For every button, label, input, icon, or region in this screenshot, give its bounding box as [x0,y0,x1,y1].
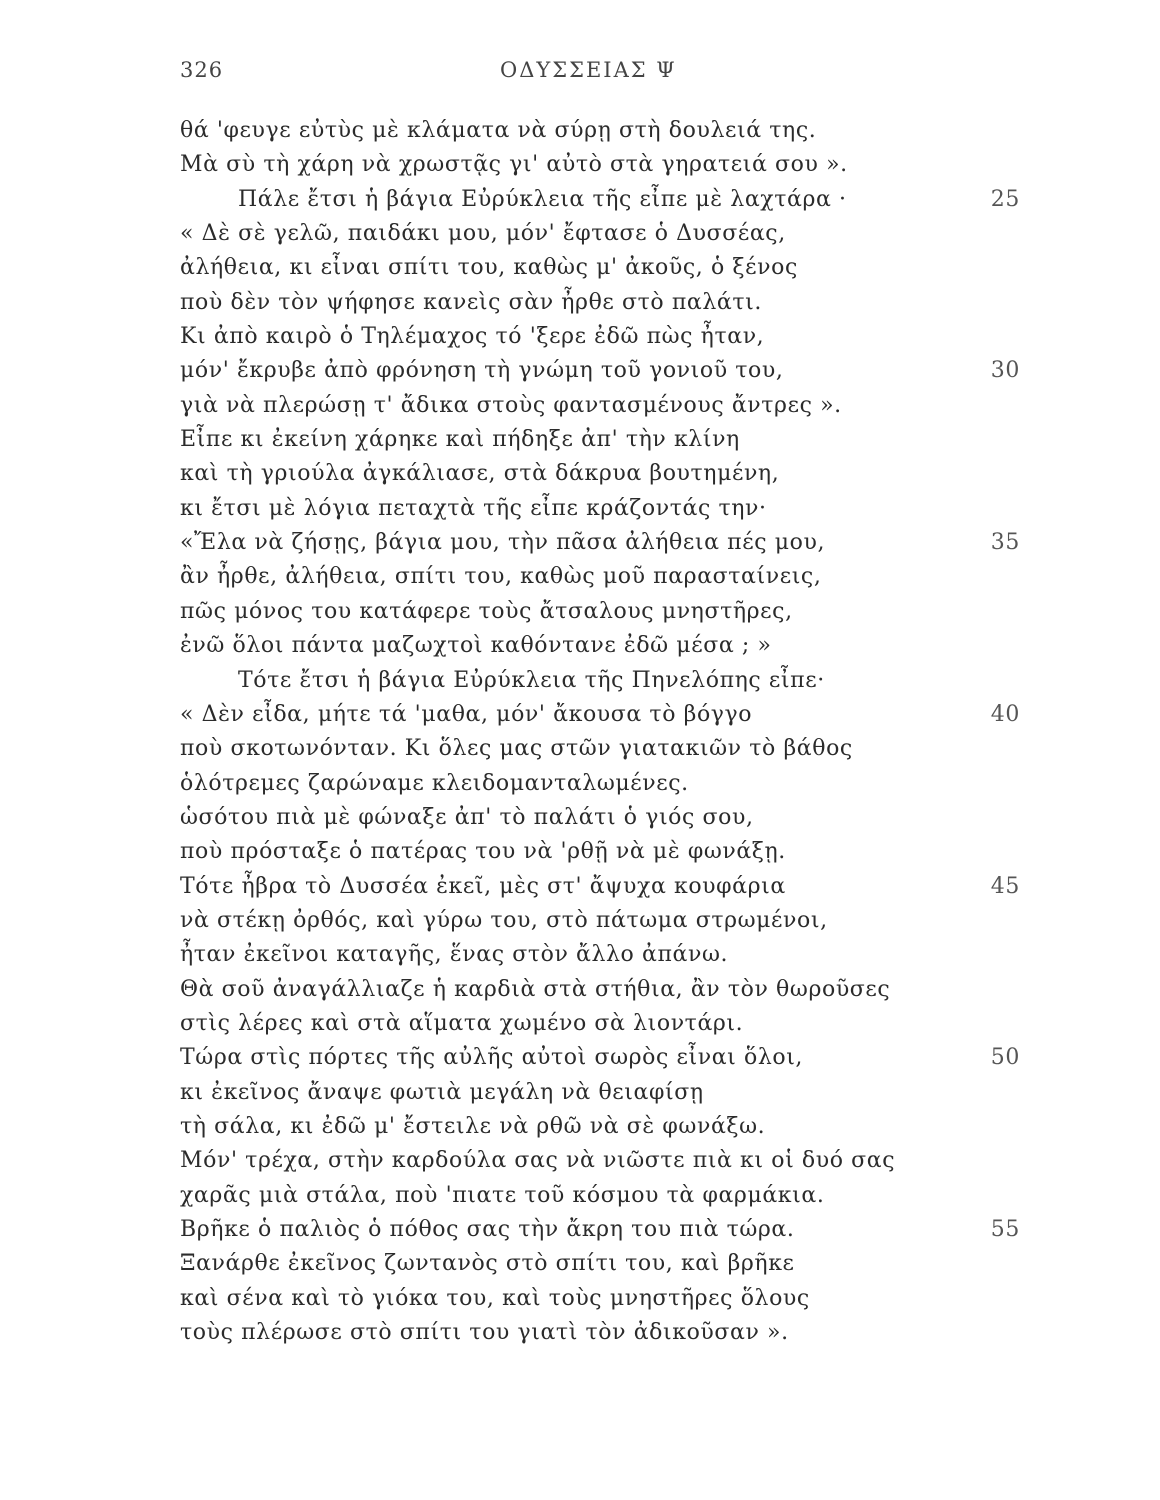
verse-text: ἐνῶ ὅλοι πάντα μαζωχτοὶ καθόντανε ἐδῶ μέσα ; » [180,633,772,659]
verse-block [180,114,1080,1350]
verse-line [180,835,1080,869]
verse-text: Βρῆκε ὁ παλιὸς ὁ πόθος σας τὴν ἄκρη του πιὰ τώρα. [180,1217,795,1242]
verse-line [180,148,1080,182]
verse-text: ἦταν ἐκεῖνοι καταγῆς, ἕνας στὸν ἄλλο ἀπάνω. [180,942,729,968]
verse-text: Κι ἀπὸ καιρὸ ὁ Τηλέμαχος τό 'ξερε ἐδῶ πὼς ἦταν, [180,324,765,350]
line-number: 50 [990,1045,1020,1071]
verse-line [180,1179,1080,1213]
verse-line [180,904,1080,938]
verse-text: μόν' ἔκρυβε ἀπὸ φρόνηση τὴ γνώμη τοῦ γονιοῦ του, [180,358,784,384]
line-number: 25 [990,186,1020,212]
verse-text: Τότε ἦβρα τὸ Δυσσέα ἐκεῖ, μὲς στ' ἄψυχα κουφάρια [180,873,786,899]
verse-text: κι ἐκεῖνος ἄναψε φωτιὰ μεγάλη νὰ θειαφίσῃ [180,1079,704,1105]
verse-text: ποὺ σκοτωνόνταν. Κι ὅλες μας στῶν γιατακιῶν τὸ βάθος [180,736,853,762]
verse-text: θά 'φευγε εὐτὺς μὲ κλάματα νὰ σύρῃ στὴ δουλειά της. [180,118,817,143]
verse-line [180,1144,1080,1178]
verse-text: καὶ τὴ γριούλα ἀγκάλιασε, στὰ δάκρυα βουτημένη, [180,461,780,487]
verse-text: στὶς λέρες καὶ στὰ αἵματα χωμένο σὰ λιοντάρι. [180,1010,744,1036]
verse-text: Μὰ σὺ τὴ χάρη νὰ χρωστᾷς γι' αὐτὸ στὰ γηρατειά σου ». [180,152,848,178]
verse-text: κι ἔτσι μὲ λόγια πεταχτὰ τῆς εἶπε κράζοντάς την· [180,495,767,521]
verse-text: ἀλήθεια, κι εἶναι σπίτι του, καθὼς μ' ἀκοῦς, ὁ ξένος [180,255,798,281]
line-number: 45 [990,873,1020,899]
verse-line [180,629,1080,663]
line-number: 40 [990,701,1020,727]
verse-text: τοὺς πλέρωσε στὸ σπίτι του γιατὶ τὸν ἀδικοῦσαν ». [180,1320,789,1346]
verse-text: Τότε ἔτσι ἡ βάγια Εὐρύκλεια τῆς Πηνελόπης εἶπε· [238,667,825,693]
page-number: 326 [180,58,224,82]
verse-line [180,973,1080,1007]
verse-line [180,1213,1080,1247]
verse-text: ὡσότου πιὰ μὲ φώναξε ἀπ' τὸ παλάτι ὁ γιός σου, [180,804,754,830]
book-title: ΟΔΥΣΣΕΙΑΣ Ψ [500,58,677,82]
verse-line [180,286,1080,320]
verse-line [180,114,1080,148]
verse-text: τὴ σάλα, κι ἐδῶ μ' ἔστειλε νὰ ρθῶ νὰ σὲ φωνάξω. [180,1113,766,1139]
verse-line [180,870,1080,904]
verse-text: « Δὲν εἶδα, μήτε τά 'μαθα, μόν' ἄκουσα τὸ βόγγο [180,701,753,727]
verse-line [180,595,1080,629]
verse-line [180,1316,1080,1350]
verse-line [180,560,1080,594]
verse-text: χαρᾶς μιὰ στάλα, ποὺ 'πιατε τοῦ κόσμου τὰ φαρμάκια. [180,1182,825,1208]
verse-line [180,492,1080,526]
verse-line [180,320,1080,354]
verse-text: πῶς μόνος του κατάφερε τοὺς ἄτσαλους μνηστῆρες, [180,598,793,624]
verse-text: ποὺ δὲν τὸν ψήφησε κανεὶς σὰν ἦρθε στὸ παλάτι. [180,289,762,315]
verse-line [180,1282,1080,1316]
verse-line [180,1007,1080,1041]
verse-line [180,1041,1080,1075]
verse-text: Μόν' τρέχα, στὴν καρδούλα σας νὰ νιῶστε πιὰ κι οἱ δυό σας [180,1148,896,1174]
verse-text: Ξανάρθε ἐκεῖνος ζωντανὸς στὸ σπίτι του, καὶ βρῆκε [180,1251,795,1277]
verse-text: ὁλότρεμες ζαρώναμε κλειδομανταλωμένες. [180,770,689,796]
verse-line [180,698,1080,732]
verse-text: Θὰ σοῦ ἀναγάλλιαζε ἡ καρδιὰ στὰ στήθια, ἂν τὸν θωροῦσες [180,976,891,1002]
verse-text: « Δὲ σὲ γελῶ, παιδάκι μου, μόν' ἔφτασε ὁ Δυσσέας, [180,221,786,247]
verse-text: Εἶπε κι ἐκείνη χάρηκε καὶ πήδηξε ἀπ' τὴν κλίνη [180,427,740,453]
verse-line [180,1076,1080,1110]
verse-line [180,457,1080,491]
verse-line [180,732,1080,766]
verse-text: Πάλε ἔτσι ἡ βάγια Εὐρύκλεια τῆς εἶπε μὲ λαχτάρα · [238,186,847,212]
line-number: 35 [990,530,1020,556]
verse-line [180,1247,1080,1281]
running-head [0,58,1160,88]
verse-text: «Ἔλα νὰ ζήσῃς, βάγια μου, τὴν πᾶσα ἀλήθεια πές μου, [180,530,826,556]
verse-text: ἂν ἦρθε, ἀλήθεια, σπίτι του, καθὼς μοῦ παρασταίνεις, [180,564,822,590]
verse-text: γιὰ νὰ πλερώσῃ τ' ἄδικα στοὺς φαντασμένους ἄντρες ». [180,392,842,418]
verse-line [180,251,1080,285]
verse-text: ποὺ πρόσταξε ὁ πατέρας του νὰ 'ρθῇ νὰ μὲ φωνάξῃ. [180,839,786,865]
verse-line [180,664,1080,698]
verse-text: νὰ στέκῃ ὀρθός, καὶ γύρω του, στὸ πάτωμα στρωμένοι, [180,907,828,933]
verse-line [180,938,1080,972]
verse-line [180,767,1080,801]
verse-line [180,801,1080,835]
verse-text: Τώρα στὶς πόρτες τῆς αὐλῆς αὐτοὶ σωρὸς εἶναι ὅλοι, [180,1045,804,1071]
verse-line [180,423,1080,457]
line-number: 30 [990,358,1020,384]
verse-line [180,217,1080,251]
verse-line [180,389,1080,423]
line-number: 55 [990,1217,1020,1242]
verse-line [180,183,1080,217]
verse-line [180,1110,1080,1144]
verse-text: καὶ σένα καὶ τὸ γιόκα του, καὶ τοὺς μνηστῆρες ὅλους [180,1285,810,1311]
verse-line [180,526,1080,560]
verse-line [180,354,1080,388]
